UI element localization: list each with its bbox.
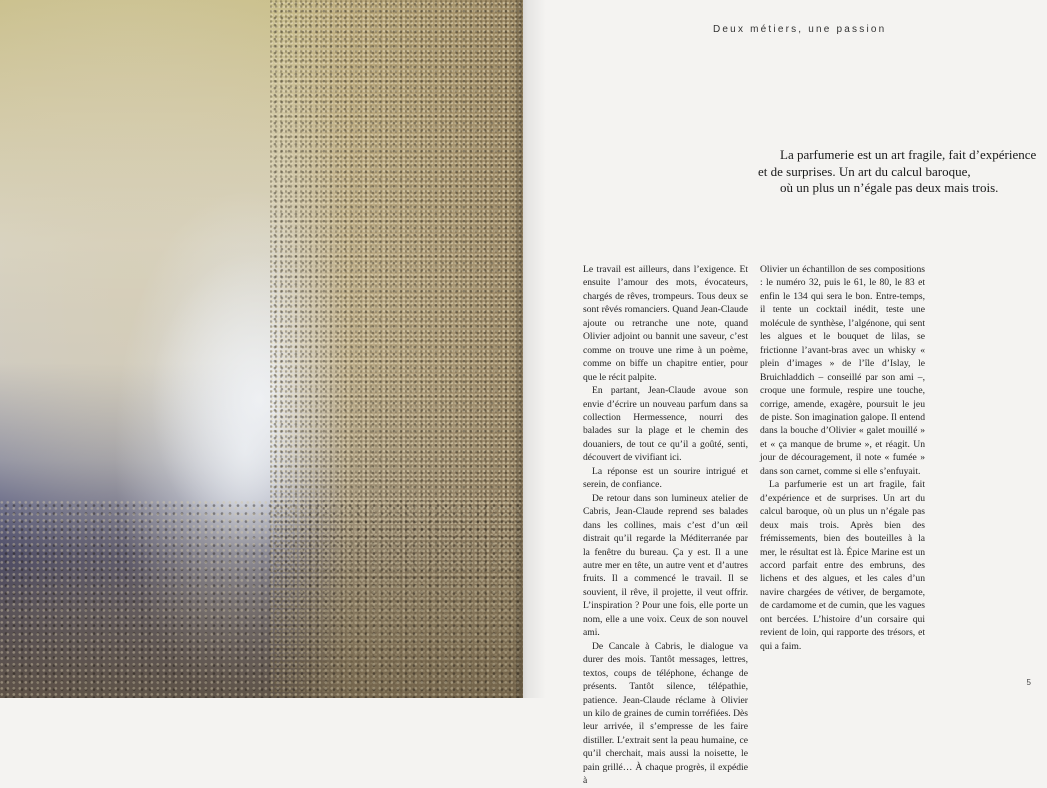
pull-quote-line: et de surprises. Un art du calcul baroque, xyxy=(758,163,971,179)
running-head: Deux métiers, une passion xyxy=(713,24,887,35)
paragraph: La réponse est un sourire intrigué et serein, de confiance. xyxy=(583,465,748,491)
text-column-right xyxy=(760,263,925,653)
text-column-left xyxy=(583,263,748,788)
pull-quote-line: La parfumerie est un art fragile, fait d’expérience xyxy=(780,147,1037,162)
paragraph: Le travail est ailleurs, dans l’exigence. Et ensuite l’amour des mots, évocateurs, chargés de rêves, trompeurs. Tous deux se sont rêvés romanciers. Quand Jean-Claude ajoute ou retranche une note, quand Olivier adjoint ou bannit une saveur, c’est comme on trouve une rime à un poème, comme on biffe un chapitre entier, pour que le récit palpite. xyxy=(583,264,748,383)
sand-photograph xyxy=(0,0,523,698)
paragraph: En partant, Jean-Claude avoue son envie d’écrire un nouveau parfum dans sa collection Hermessence, nourri des balades sur la plage et le chemin des douaniers, de tout ce qu’il a goûté, senti, découvert de vivifiant ici. xyxy=(583,385,748,464)
paragraph: De retour dans son lumineux atelier de Cabris, Jean-Claude reprend ses balades dans les collines, mais c’est d’un œil distrait qu’il regarde la Méditerranée par la fenêtre du bureau. Ça y est. Il a une autre mer en tête, un autre vent et d’autres fruits. Il a commencé le travail. Il se souvient, il rêve, il projette, il veut offrir. L’inspiration ? Pour une fois, elle porte un nom, elle a une voix. Ceux de son nouvel ami. xyxy=(583,492,748,639)
page-number: 5 xyxy=(1026,678,1031,687)
photo-sand-foreground xyxy=(0,500,523,698)
paragraph: De Cancale à Cabris, le dialogue va durer des mois. Tantôt messages, lettres, textos, coups de téléphone, échange de présents. Tantôt silence, télépathie, patience. Jean-Claude réclame à Olivier un kilo de graines de cumin torréfiées. Dès leur arrivée, il s’empresse de les faire distiller. L’extrait sent la peau humaine, ce qu’il cherchait, mais aussi la noisette, le pain grillé… À chaque progrès, il expédie à xyxy=(583,640,748,787)
paragraph: La parfumerie est un art fragile, fait d’expérience et de surprises. Un art du calcul baroque, où un plus un n’égale pas deux mais trois. Après bien des frémissements, bien des bouteilles à la mer, le résultat est là. Épice Marine est un accord parfait entre des embruns, des lichens et des algues, et les cales d’un navire chargées de vétiver, de bergamote, de cardamome et de cumin, que les vagues ont bercées. L’histoire d’un corsaire qui revient de loin, qui rapporte des trésors, et qui a faim. xyxy=(760,479,925,652)
text-page xyxy=(523,0,1047,787)
pull-quote-line: où un plus un n’égale pas deux mais trois. xyxy=(780,180,999,195)
pull-quote xyxy=(758,147,1043,197)
paragraph: Olivier un échantillon de ses compositions : le numéro 32, puis le 61, le 80, le 83 et enfin le 134 qui sera le bon. Entre-temps, il tente un cocktail inédit, teste une molécule de synthèse, l’algénone, qui sent les algues et le bouquet de lilas, se frictionne l’avant-bras avec un whisky « plein d’images » de l’île d’Islay, le Bruichladdich – conseillé par son ami –, croque une formule, respire une touche, corrige, amende, exagère, poursuit le jeu de piste. Son imagination galope. Il entend dans la bouche d’Olivier « galet mouillé » et « ça manque de brume », et réagit. Un jour de découragement, il note « fumée » dans son carnet, comme si elle s’enfuyait. xyxy=(760,264,925,477)
